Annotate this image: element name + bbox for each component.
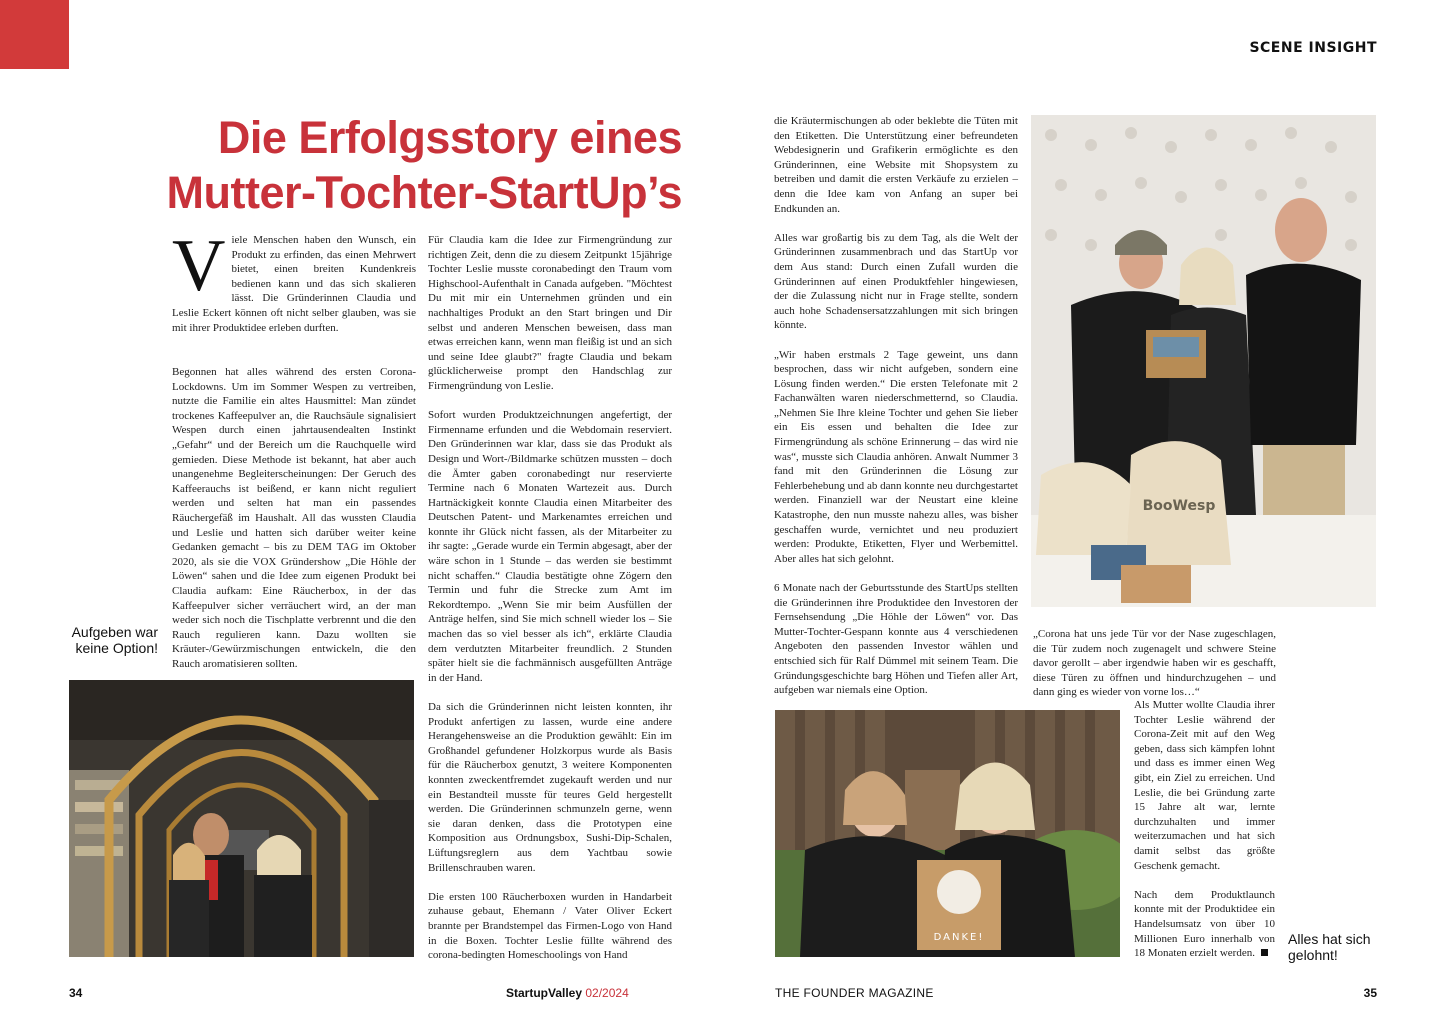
column-2	[428, 233, 672, 963]
intro-paragraph	[172, 225, 416, 335]
issue-number: 02/2024	[585, 986, 629, 1000]
intro-text: iele Menschen haben den Wunsch, ein Produkt zu erfinden, das einen Mehrwert bietet, einen breiten Kundenkreis bedienen kann und das sich skalieren lässt. Die Gründerinnen Claudia und Leslie Eckert können oft nicht selber glauben, was sie mit ihrer Produktidee erleben durften.	[172, 234, 416, 334]
magazine-footer	[506, 986, 629, 1000]
column-1	[172, 365, 416, 671]
page-number-left: 34	[69, 986, 83, 1000]
photo-founders-danke-card	[775, 710, 1120, 957]
pull-quote-right: Alles hat sich gelohnt!	[1288, 931, 1371, 963]
magazine-tagline: THE FOUNDER MAGAZINE	[775, 986, 934, 1000]
paragraph: Die ersten 100 Räucherboxen wurden in Handarbeit zuhause gebaut, Ehemann / Vater Oliver Eckert brannte per Brandstempel das Firmen-Logo von Hand in die Boxen. Tochter Leslie füllte während des corona-bedingten Homeschoolings von Hand	[428, 890, 672, 962]
paragraph: Alles war großartig bis zu dem Tag, als die Welt der Gründerinnen zusammenbrach und das StartUp vor dem Aus stand: Durch einen Zufall wurden die Gründerinnen auf einen Produktfehler hingewiesen, der die Zulassung nicht nur in Frage stellte, sondern auch hohe Schadensersatzzahlungen mit sich bringen könnte.	[774, 231, 1018, 332]
paragraph: „Wir haben erstmals 2 Tage geweint, uns dann besprochen, dass wir nicht aufgeben, sondern eine Lösung finden werden.“ Die ersten Telefonate mit 2 Fachanwälten waren niederschmetternd, so Claudia. „Nehmen Sie Ihre kleine Tochter und gehen Sie lieber ein Eis essen und behalten die Idee zur Firmengründung als schöne Erinnerung – das wird nie was“, musste sich Claudia anhören. Anwalt Nummer 3 fand mit den Gründerinnen die Lösung zur Fehlerbehebung und ab dann konnte neu durchgestartet werden. Finanziell war der Neustart eine kleine Katastrophe, den nun musste nahezu alles, was bisher geschaffen wurde, vernichtet und neu produziert werden: Produkte, Etiketten, Flyer und Werbemittel. Aber alles hat sich gelohnt.	[774, 348, 1018, 565]
paragraph: Sofort wurden Produktzeichnungen angefertigt, der Firmenname erfunden und die Webdomain reserviert. Den Gründerinnen war klar, dass sie das Produkt als Design und Wort-/Bildmarke schützen mussten – doch die Ämter gaben coronabedingt nur reservierte Termine nach 6 Monaten Wartezeit aus. Durch Hartnäckigkeit konnte Claudia einen Mitarbeiter des Deutschen Patent- und Markenamtes erreichen und konnte ihr Glück nicht fassen, als der Mitarbeiter zu ihr sagte: „Gerade wurde ein Termin abgesagt, aber der wäre schon in 1 Stunde – das werden sie bestimmt nicht schaffen.“ Claudia bestätigte ohne Zögern den Termin und fuhr die Strecke zum Amt im Rekordtempo. „Wenn Sie mir beim Ausfüllen der Anträge helfen, sind Sie mich schnell wieder los – Sie machen das so viel besser als ich“, erklärte Claudia dem verdutzten Mitarbeiter freundlich. 2 Stunden später hielt sie die fachmännisch ausgefüllten Anträge in der Hand.	[428, 409, 672, 684]
quote-paragraph	[1033, 627, 1276, 700]
paragraph	[1134, 888, 1275, 961]
paragraph: Begonnen hat alles während des ersten Corona-Lockdowns. Um im Sommer Wespen zu vertreiben, nutzte die Familie ein altes Hausmittel: Man zündet trockenes Kaffeepulver an, die Rauchsäule signalisiert Wespen durch einen jahrtausendealten Instinkt „Gefahr“ und der Bereich um die Rauchquelle wird gemieden. Diese Methode ist bekannt, hat aber auch unangenehme Begleiterscheinungen: Der Geruch des Kaffeerauchs ist beißend, er kann nicht reguliert werden und selten hat man ein passendes Räuchergefäß im Haushalt. All das wussten Claudia und Leslie und hatten sich darüber weiter keine Gedanken gemacht – bis zu DEM TAG im Oktober 2020, als sie die VOX Gründershow „Die Höhle der Löwen“ sahen und die Idee zum eigenen Produkt bei Claudia aufkam: Eine Räucherbox, in der das Kaffeepulver sicher verräuchert wird, an der man weder sich noch die Tischplatte verbrennt und die den Rauch regulieren kann. Dazu wollten sie Kräuter-/Gewürzmischungen entwickeln, die den Rauch aromatisieren sollten.	[172, 366, 416, 670]
headline-line-1: Die Erfolgsstory eines	[217, 112, 682, 163]
paragraph: Für Claudia kam die Idee zur Firmengründung zur richtigen Zeit, denn die zu diesem Zeitpunkt 15jährige Tochter Leslie musste coronabedingt den Traum vom Highschool-Aufenthalt in Canada aufgeben. "Möchtest Du mit mir ein Unternehmen gründen und ein nachhaltiges Produkt an den Start bringen und Dir selbst und anderen Menschen beweisen, dass man etwas erreichen kann, wenn man fleißig ist und an sich und seine Idee glaubt?" fragte Claudia und bekam glücklicherweise prompt den Handschlag zur Firmengründung von Leslie.	[428, 234, 672, 392]
magazine-name: StartupValley	[506, 986, 583, 1000]
pull-quote-left: Aufgeben war keine Option!	[71, 624, 158, 656]
photo-founders-with-investor	[1031, 115, 1376, 607]
danke-box-label: DANKE!	[933, 932, 985, 943]
paragraph: „Corona hat uns jede Tür vor der Nase zugeschlagen, die Tür zudem noch zugenagelt und schwere Steine davor gerollt – aber irgendwie haben wir es geschafft, diese Türen zu öffnen und hindurchzugehen – und dann ging es wieder von vorne los…“	[1033, 628, 1276, 699]
closing-text: Nach dem Produktlaunch konnte mit der Produktidee ein Handelsumsatz von über 10 Millionen Euro innerhalb von 18 Monaten erzielt werden.	[1134, 888, 1275, 960]
column-3	[774, 114, 1018, 698]
photo-founders-arch	[69, 680, 414, 957]
article-headline	[82, 110, 682, 220]
paragraph: die Kräutermischungen ab oder beklebte die Tüten mit den Etiketten. Die Unterstützung einer befreundeten Webdesignerin und Grafikerin ermöglichte es den Gründerinnen, eine Website mit Shopsystem zu betreiben und damit die ersten Verkäufe zu erzielen – denn die Idee kam von Anfang an super bei Endkunden an.	[774, 115, 1018, 215]
drop-cap: V	[172, 225, 226, 307]
column-5	[1134, 698, 1275, 961]
end-mark-icon	[1261, 949, 1268, 956]
paragraph: Als Mutter wollte Claudia ihrer Tochter Leslie während der Corona-Zeit mit auf den Weg geben, dass sich kämpfen lohnt und dass es immer einen Weg gibt, ein Ziel zu erreichen. Und Leslie, die bei Gründung zarte 15 Jahre alt war, lernte durchzuhalten und immer weiterzumachen und hat sich damit selbst das größte Geschenk gemacht.	[1134, 699, 1275, 872]
headline-line-2: Mutter-Tochter-StartUp’s	[166, 167, 682, 218]
paragraph: 6 Monate nach der Geburtsstunde des StartUps stellten die Gründerinnen ihre Produktidee den Investoren der Fernsehsendung „Die Höhle der Löwen“ vor. Das Mutter-Tochter-Gespann konnte aus 4 verschiedenen Angeboten den passenden Investor wählen und entschied sich für Ralf Dümmel mit seinem Team. Die Gründungsgeschichte barg Höhen und Tiefen aller Art, aufgeben war niemals eine Option.	[774, 582, 1018, 697]
paragraph: Da sich die Gründerinnen nicht leisten konnten, ihr Produkt anfertigen zu lassen, wurde eine andere Herangehensweise an die Produktion gewählt: Ein im Großhandel gefundener Holzkorpus wurde als Basis für die Räucherbox genutzt, 3 weitere Komponenten konnten zweckentfremdet zugekauft werden und nur ein Bestandteil musste für teures Geld hergestellt werden. Die Gründerinnen schmunzeln gerne, wenn sie daran denken, dass die Prototypen eine Komposition aus Ordnungsbox, Sushi-Dip-Schalen, Lüftungsreglern aus dem Yachtbau sowie Brillenschrauben waren.	[428, 701, 672, 874]
section-label: SCENE INSIGHT	[1249, 40, 1377, 56]
bag-brand-text: BooWesp	[1142, 498, 1216, 514]
page-number-right: 35	[1363, 986, 1377, 1000]
red-corner-block	[0, 0, 69, 69]
